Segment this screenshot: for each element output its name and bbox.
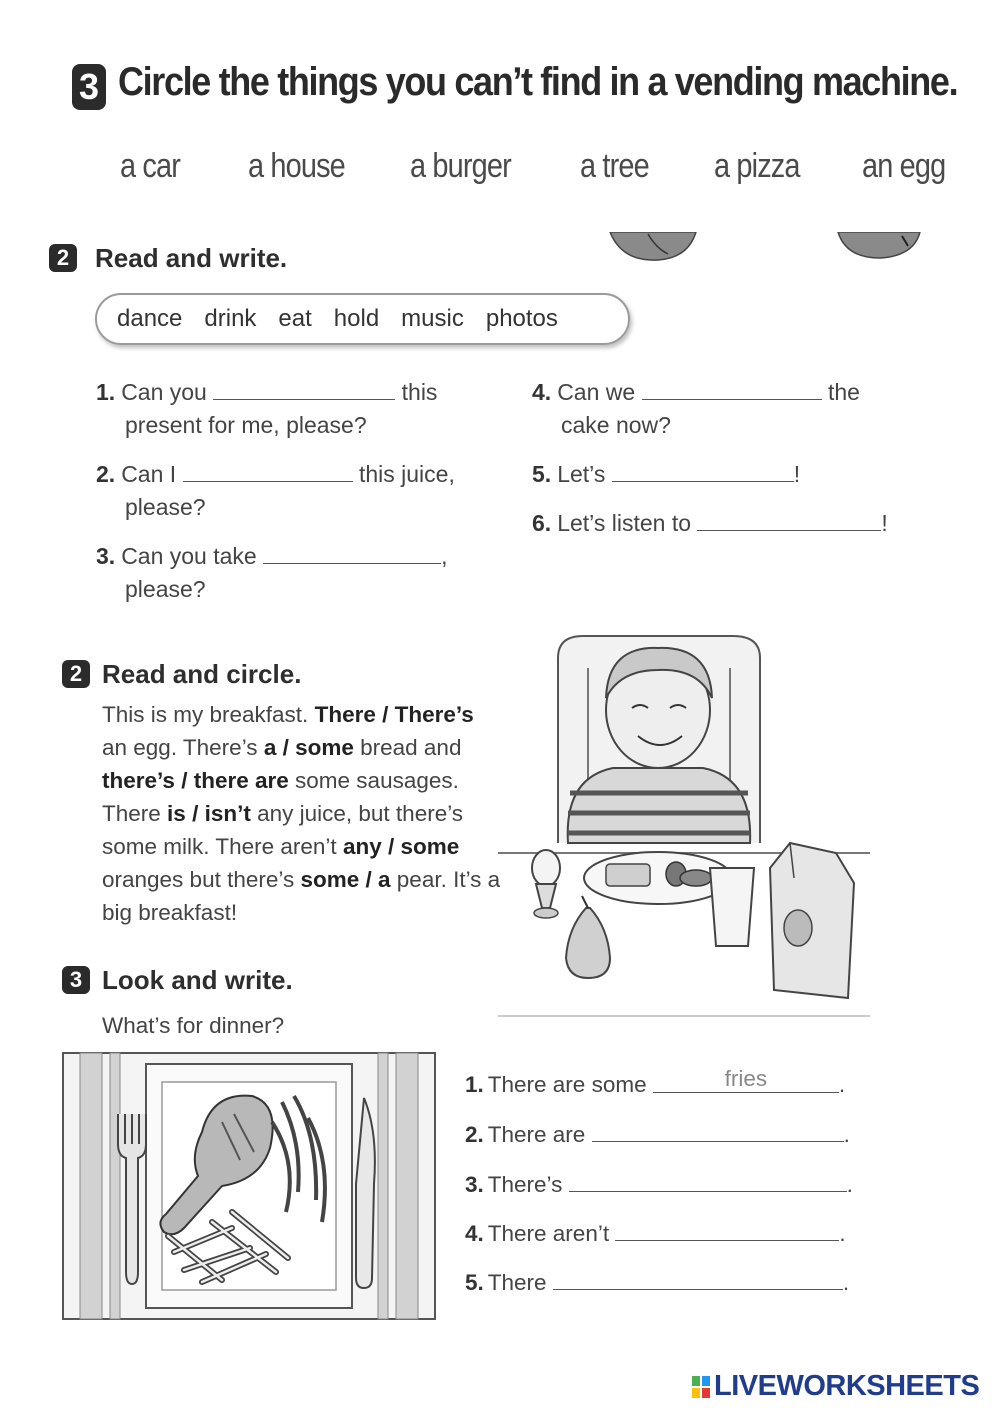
question-item bbox=[532, 376, 860, 409]
paragraph-text: some sausages. There bbox=[102, 768, 459, 826]
item-text: There bbox=[487, 1270, 547, 1295]
question-number: 3. bbox=[96, 543, 116, 569]
write-item bbox=[465, 1066, 846, 1099]
question-text: this bbox=[401, 379, 438, 405]
circle-choice[interactable]: is / isn’t bbox=[167, 801, 251, 826]
cropped-illustration bbox=[836, 232, 922, 262]
question-continuation: present for me, please? bbox=[125, 412, 367, 438]
look-write-title: Look and write. bbox=[102, 965, 293, 995]
answer-blank[interactable] bbox=[612, 463, 794, 482]
answer-blank[interactable] bbox=[213, 381, 395, 400]
read-write-title: Read and write. bbox=[95, 243, 288, 273]
answer-blank[interactable]: fries bbox=[653, 1066, 839, 1093]
item-number: 2. bbox=[465, 1122, 484, 1147]
section-number-badge: 3 bbox=[72, 64, 106, 110]
question-text: this juice, bbox=[358, 461, 455, 487]
item-number: 4. bbox=[465, 1221, 484, 1246]
paragraph-text: This is my breakfast. bbox=[102, 702, 309, 727]
answer-blank[interactable] bbox=[615, 1222, 839, 1241]
write-item bbox=[465, 1270, 849, 1296]
question-item bbox=[96, 458, 455, 491]
question-text: Can I bbox=[121, 461, 177, 487]
question-text: Can you bbox=[121, 379, 207, 405]
question-text: ! bbox=[793, 461, 801, 487]
word-bank-item: music bbox=[401, 305, 464, 332]
question-number: 5. bbox=[532, 461, 552, 487]
circle-choice[interactable]: any / some bbox=[342, 834, 460, 859]
answer-blank[interactable] bbox=[263, 545, 441, 564]
question-text: , bbox=[441, 543, 448, 569]
circle-choice[interactable]: a / some bbox=[263, 735, 354, 760]
item-text: There’s bbox=[487, 1172, 563, 1197]
item-number: 3. bbox=[465, 1172, 484, 1197]
question-continuation: please? bbox=[125, 494, 206, 520]
dinner-illustration bbox=[62, 1052, 436, 1320]
item-end: . bbox=[842, 1270, 850, 1295]
question-text: Let’s listen to bbox=[557, 510, 692, 536]
item-text: There are bbox=[487, 1122, 586, 1147]
paragraph-text: pear. It’s a big breakfast! bbox=[102, 867, 501, 925]
answer-blank[interactable] bbox=[553, 1271, 843, 1290]
circle-choice[interactable]: there’s / there are bbox=[102, 768, 289, 793]
answer-blank[interactable] bbox=[183, 463, 353, 482]
paragraph-text: bread and bbox=[360, 735, 462, 760]
item-number: 5. bbox=[465, 1270, 484, 1295]
write-item bbox=[465, 1172, 853, 1198]
paragraph-text: oranges but there’s bbox=[102, 867, 295, 892]
item-end: . bbox=[843, 1122, 850, 1147]
breakfast-paragraph bbox=[102, 698, 502, 929]
vending-word-option[interactable]: a pizza bbox=[714, 147, 800, 185]
circle-choice[interactable]: There / There’s bbox=[314, 702, 474, 727]
section-number-badge: 3 bbox=[62, 966, 90, 994]
question-item bbox=[532, 507, 888, 540]
question-item bbox=[96, 376, 437, 409]
question-number: 4. bbox=[532, 379, 552, 405]
word-bank-item: drink bbox=[204, 305, 257, 332]
vending-word-option[interactable]: a burger bbox=[410, 147, 511, 185]
question-continuation: please? bbox=[125, 576, 206, 602]
answer-blank[interactable] bbox=[642, 381, 822, 400]
item-text: There aren’t bbox=[487, 1221, 610, 1246]
word-bank bbox=[95, 293, 630, 345]
write-item bbox=[465, 1221, 846, 1247]
vending-word-option[interactable]: a car bbox=[120, 147, 181, 185]
question-text: ! bbox=[881, 510, 888, 536]
circle-choice[interactable]: some / a bbox=[300, 867, 391, 892]
vending-section-title: Circle the things you can’t find in a vending machine. bbox=[118, 60, 958, 104]
question-item bbox=[96, 540, 448, 573]
section-number-badge: 2 bbox=[62, 660, 90, 688]
question-item bbox=[532, 458, 800, 491]
vending-word-option[interactable]: a house bbox=[248, 147, 345, 185]
word-bank-item: photos bbox=[485, 305, 558, 332]
answer-blank[interactable] bbox=[697, 512, 881, 531]
item-text: There are some bbox=[487, 1072, 647, 1097]
question-text: Can we bbox=[557, 379, 636, 405]
vending-word-option[interactable]: an egg bbox=[862, 147, 946, 185]
item-end: . bbox=[838, 1072, 846, 1097]
word-bank-item: eat bbox=[278, 305, 312, 332]
question-text: Let’s bbox=[557, 461, 606, 487]
answer-blank[interactable] bbox=[592, 1123, 844, 1142]
read-circle-title: Read and circle. bbox=[102, 659, 302, 689]
write-item bbox=[465, 1122, 850, 1148]
breakfast-illustration bbox=[498, 628, 870, 1020]
vending-word-option[interactable]: a tree bbox=[580, 147, 649, 185]
item-end: . bbox=[839, 1221, 846, 1246]
cropped-illustration bbox=[608, 232, 698, 264]
question-number: 2. bbox=[96, 461, 116, 487]
section-number-badge: 2 bbox=[49, 244, 77, 272]
paragraph-text: an egg. There’s bbox=[102, 735, 258, 760]
question-continuation: cake now? bbox=[561, 412, 671, 438]
question-number: 1. bbox=[96, 379, 116, 405]
paragraph-text: any juice, but there’s some milk. There aren’t bbox=[102, 801, 464, 859]
answer-blank[interactable] bbox=[569, 1173, 847, 1192]
question-text: Can you take bbox=[121, 543, 257, 569]
item-end: . bbox=[846, 1172, 853, 1197]
word-bank-item: dance bbox=[117, 305, 183, 332]
item-number: 1. bbox=[465, 1072, 484, 1097]
footer-brand[interactable]: LIVEWORKSHEETS bbox=[714, 1370, 980, 1402]
question-text: the bbox=[827, 379, 860, 405]
word-bank-item: hold bbox=[333, 305, 380, 332]
question-number: 6. bbox=[532, 510, 552, 536]
look-write-subtitle: What’s for dinner? bbox=[102, 1013, 285, 1038]
liveworksheets-logo-icon bbox=[692, 1376, 710, 1398]
